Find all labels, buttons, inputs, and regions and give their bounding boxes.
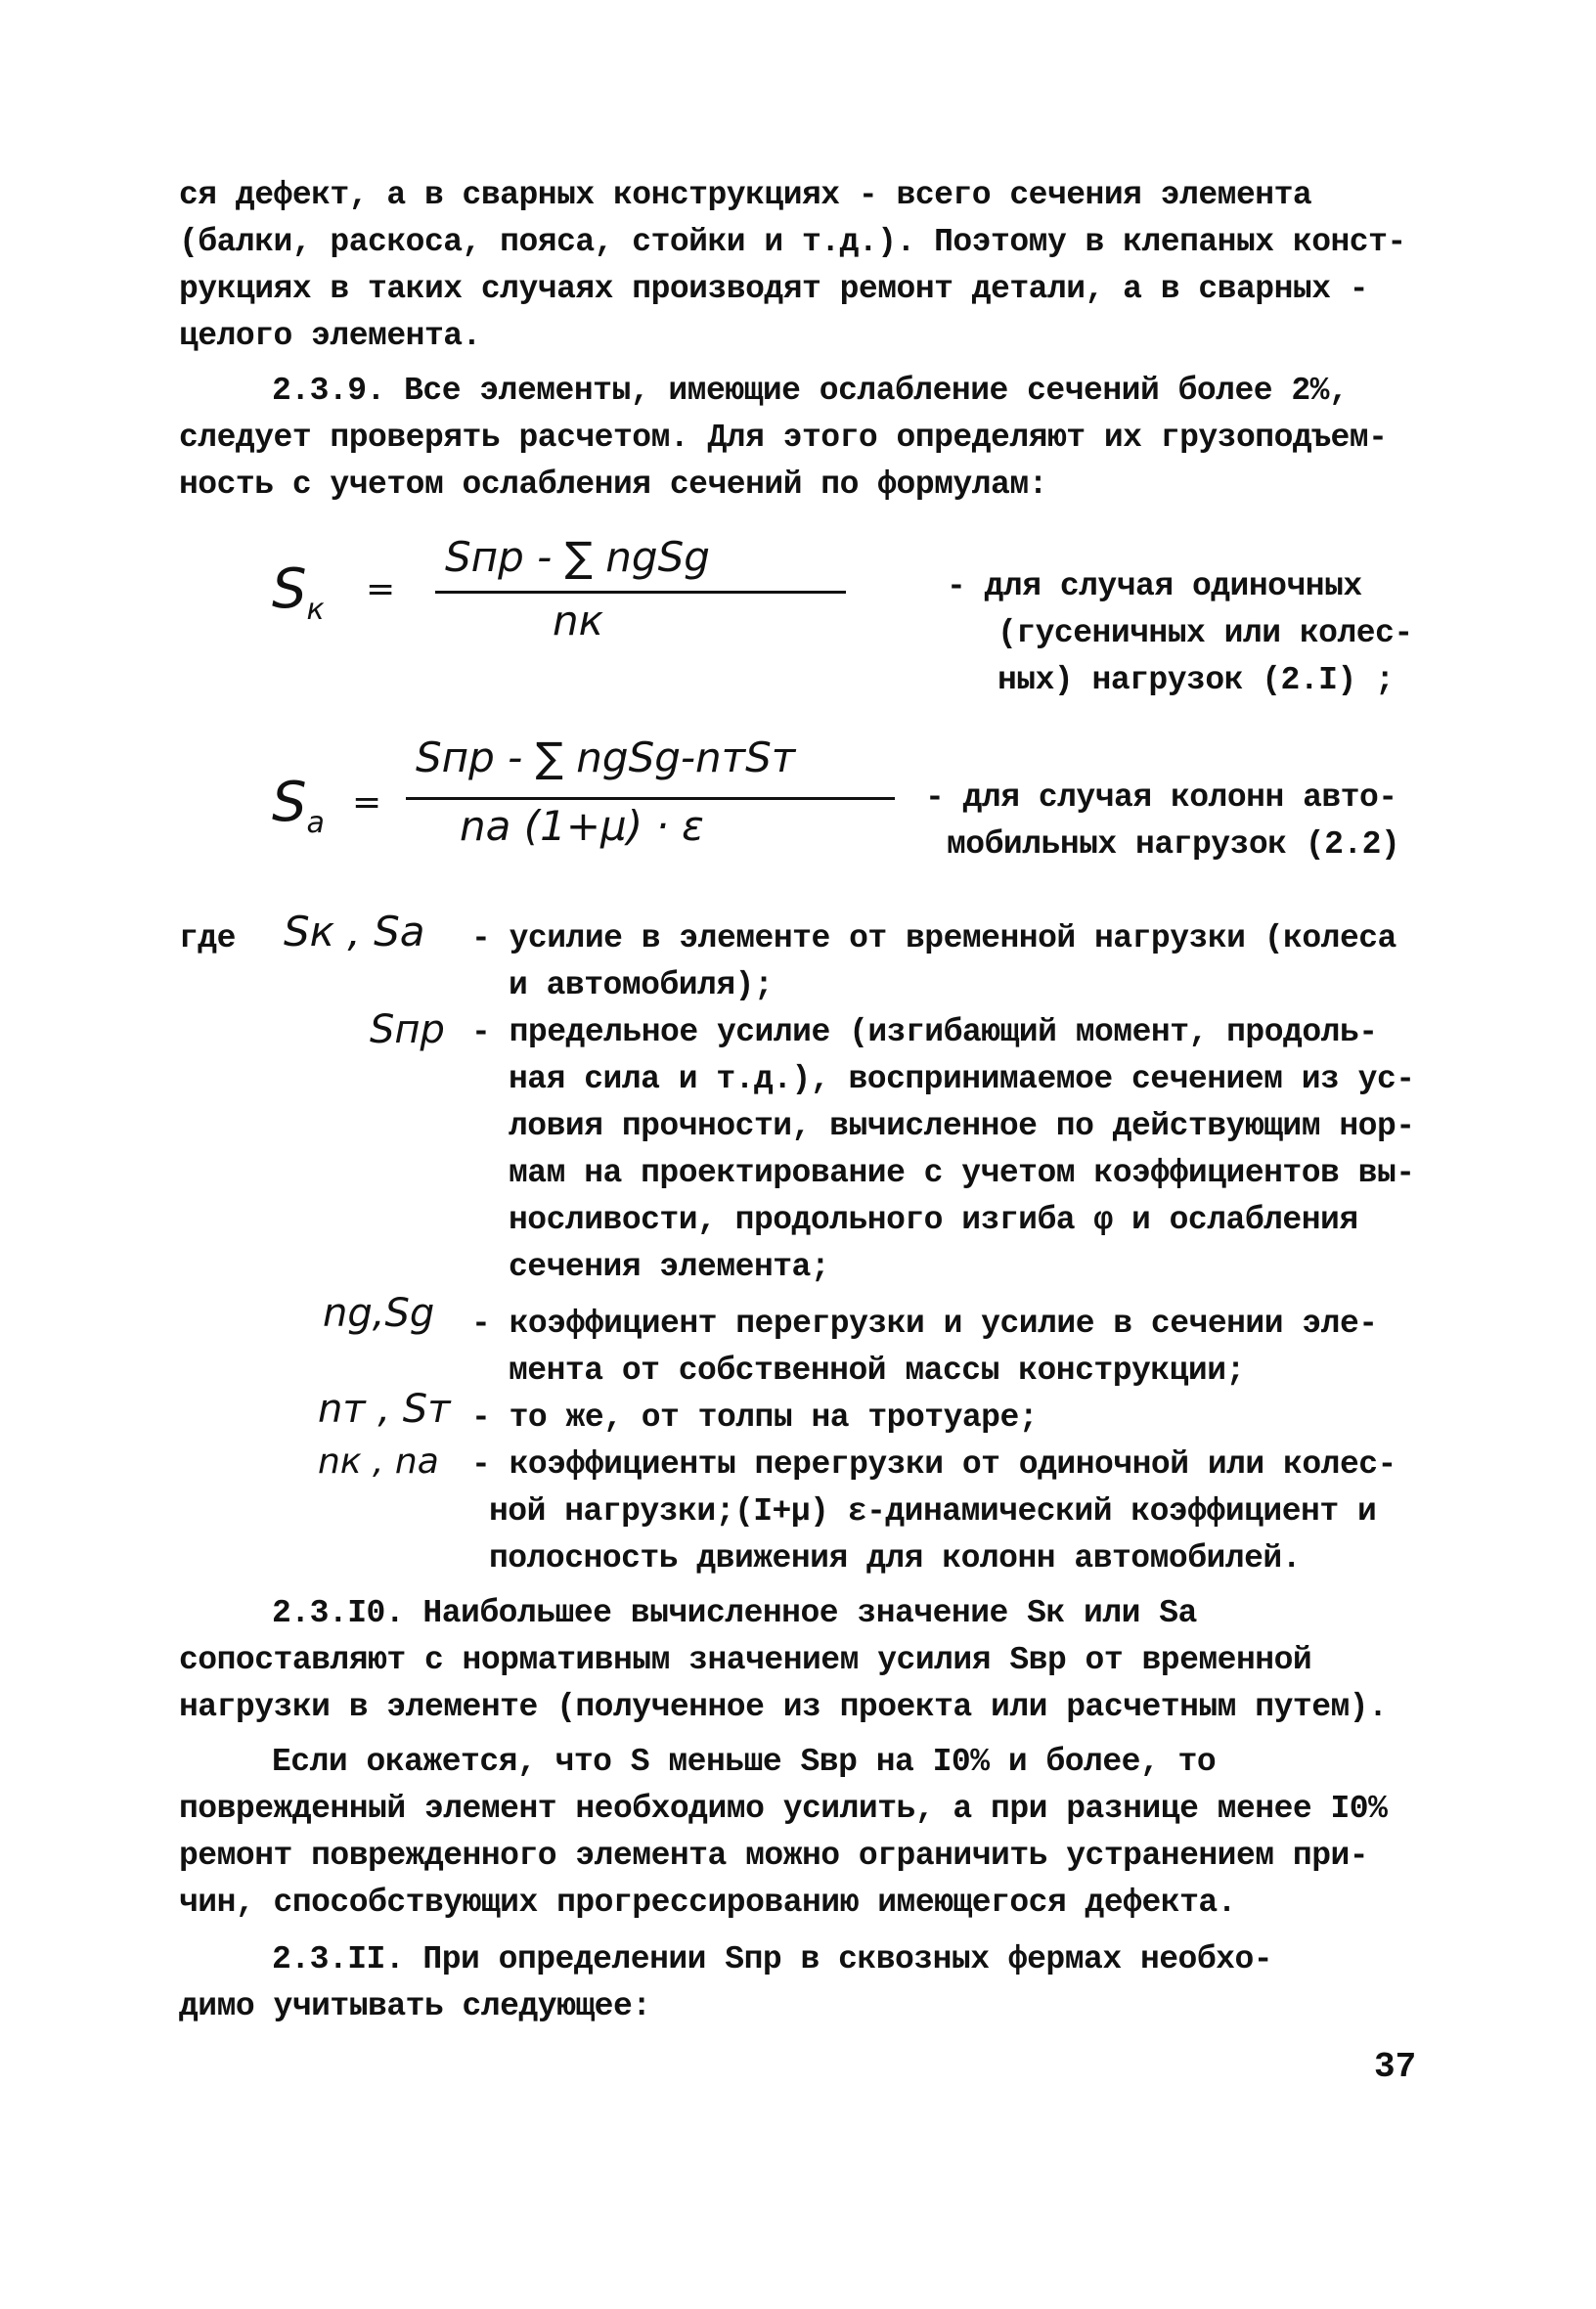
definition-line: - предельное усилие (изгибающий момент, продоль- xyxy=(471,1014,1378,1050)
formula-numerator: Sпр - ∑ ngSg-nтSт xyxy=(416,733,796,781)
formula-desc-line: - для случая колонн авто- xyxy=(925,779,1397,816)
section-2-3-10-line: чин, способствующих прогрессированию имеющегося дефекта. xyxy=(179,1885,1236,1921)
formula-desc-line: (гусеничных или колес- xyxy=(998,615,1413,651)
definition-line: носливости, продольного изгиба φ и ослабления xyxy=(509,1202,1358,1238)
definition-line: и автомобиля); xyxy=(509,967,774,1003)
section-2-3-9-line: 2.3.9. Все элементы, имеющие ослабление сечений более 2%, xyxy=(272,373,1349,409)
section-2-3-11-line: 2.3.II. При определении Sпр в сквозных фермах необхо- xyxy=(272,1941,1273,1977)
section-2-3-10-line: нагрузки в элементе (полученное из проекта или расчетным путем). xyxy=(179,1689,1388,1725)
definition-symbol: nк , nа xyxy=(318,1442,439,1482)
formula-desc-line: ных) нагрузок (2.I) ; xyxy=(998,662,1395,698)
definition-line: ная сила и т.д.), воспринимаемое сечением из ус- xyxy=(509,1061,1415,1097)
definition-symbol: ng,Sg xyxy=(323,1291,435,1336)
definition-symbol: nт , Sт xyxy=(318,1387,451,1432)
text-line: (балки, раскоса, пояса, стойки и т.д.). Поэтому в клепаных конст- xyxy=(179,224,1406,260)
definition-line: сечения элемента; xyxy=(509,1249,830,1285)
formula-equals: = xyxy=(366,569,396,609)
formula-desc-line: мобильных нагрузок (2.2) xyxy=(947,826,1400,863)
text-line: рукциях в таких случаях производят ремонт детали, а в сварных - xyxy=(179,271,1369,307)
definition-line: мента от собственной массы конструкции; xyxy=(509,1353,1245,1389)
section-2-3-10-line: 2.3.I0. Наибольшее вычисленное значение Sк или Sа xyxy=(272,1595,1197,1631)
section-2-3-9-line: следует проверять расчетом. Для этого определяют их грузоподъем- xyxy=(179,420,1388,456)
text-line: целого элемента. xyxy=(179,318,481,354)
definition-line: полосность движения для колонн автомобилей. xyxy=(489,1540,1302,1576)
formula-denominator: nк xyxy=(553,597,603,644)
definition-line: - усилие в элементе от временной нагрузки (колеса xyxy=(471,920,1396,956)
fraction-bar xyxy=(406,797,895,800)
page-number: 37 xyxy=(1374,2047,1417,2087)
definition-line: ловия прочности, вычисленное по действующим нор- xyxy=(509,1108,1415,1144)
definition-line: - коэффициент перегрузки и усилие в сечении эле- xyxy=(471,1306,1378,1342)
definition-line: - то же, от толпы на тротуаре; xyxy=(471,1399,1039,1436)
section-2-3-10-line: ремонт поврежденного элемента можно ограничить устранением при- xyxy=(179,1838,1369,1874)
formula-equals: = xyxy=(352,782,382,822)
where-word: где xyxy=(179,920,236,956)
formula-desc-line: - для случая одиночных xyxy=(947,568,1362,604)
section-2-3-11-line: димо учитывать следующее: xyxy=(179,1988,651,2024)
section-2-3-9-line: ность с учетом ослабления сечений по формулам: xyxy=(179,466,1047,503)
text-line: ся дефект, а в сварных конструкциях - всего сечения элемента xyxy=(179,177,1312,213)
definition-symbol: Sк , Sа xyxy=(284,908,425,955)
fraction-bar xyxy=(435,591,846,594)
formula-numerator: Sпр - ∑ ngSg xyxy=(445,533,710,581)
section-2-3-10-line: сопоставляют с нормативным значением усилия Sвр от временной xyxy=(179,1642,1312,1678)
section-2-3-10-line: Если окажется, что S меньше Sвр на I0% и более, то xyxy=(272,1744,1217,1780)
definition-line: мам на проектирование с учетом коэффициентов вы- xyxy=(509,1155,1415,1191)
definition-symbol: Sпр xyxy=(370,1007,445,1052)
formula-lhs: $S_а$ xyxy=(272,771,325,841)
definition-line: - коэффициенты перегрузки от одиночной или колес- xyxy=(471,1446,1396,1483)
formula-denominator: nа (1+μ) · ε xyxy=(460,802,704,850)
formula-lhs: $S_к$ xyxy=(272,557,325,628)
definition-line: ной нагрузки;(I+μ) ε-динамический коэффициент и xyxy=(489,1493,1377,1530)
section-2-3-10-line: поврежденный элемент необходимо усилить, а при разнице менее I0% xyxy=(179,1791,1388,1827)
